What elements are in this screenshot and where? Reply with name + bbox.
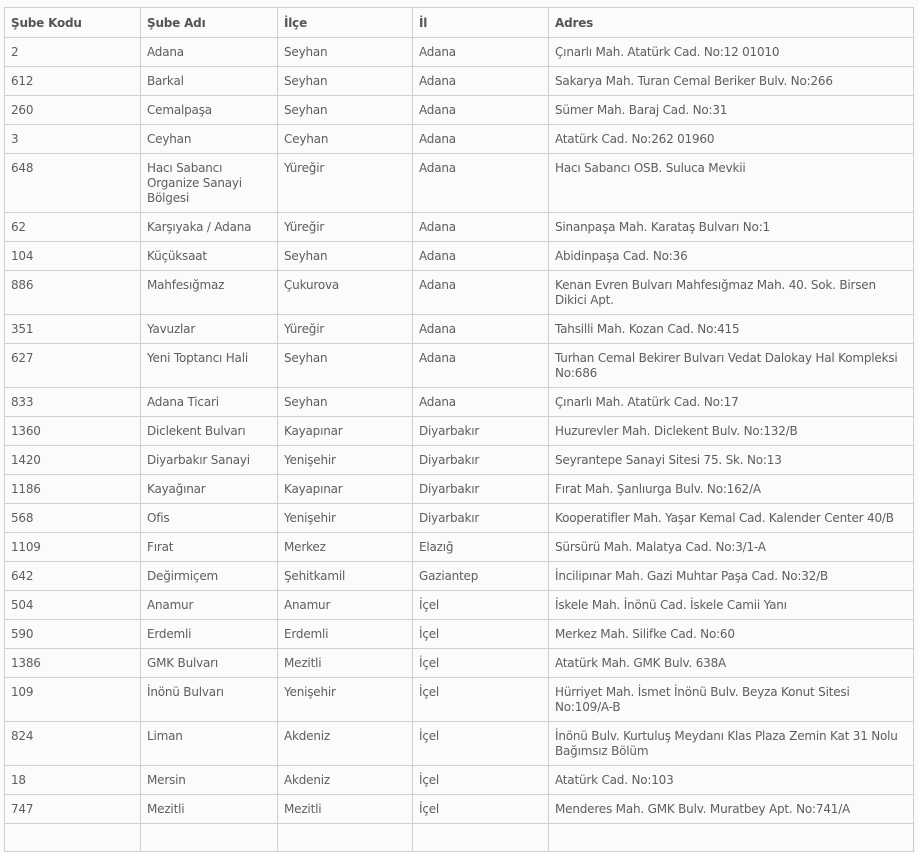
address-cell: Seyrantepe Sanayi Sitesi 75. Sk. No:13: [549, 446, 914, 475]
district-cell: Mezitli: [278, 649, 413, 678]
district-cell: Akdeniz: [278, 766, 413, 795]
branch-code-cell: 612: [5, 67, 141, 96]
header-city: İl: [413, 8, 549, 38]
branch-code-cell: 1109: [5, 533, 141, 562]
branch-code-cell: 1386: [5, 649, 141, 678]
table-body: [5, 38, 914, 852]
branch-code-cell: 886: [5, 271, 141, 315]
table-row: [5, 417, 914, 446]
city-cell: Diyarbakır: [413, 446, 549, 475]
district-cell: Kayapınar: [278, 417, 413, 446]
branch-name-cell: Mersin: [141, 766, 278, 795]
table-row: [5, 96, 914, 125]
city-cell: Adana: [413, 213, 549, 242]
address-cell: Hürriyet Mah. İsmet İnönü Bulv. Beyza Konut Sitesi No:109/A-B: [549, 678, 914, 722]
branch-table-container: [4, 7, 914, 852]
branch-name-cell: Barkal: [141, 67, 278, 96]
city-cell: Adana: [413, 388, 549, 417]
district-cell: Ceyhan: [278, 125, 413, 154]
table-row: [5, 562, 914, 591]
branch-name-cell: Değirmiçem: [141, 562, 278, 591]
city-cell: Adana: [413, 96, 549, 125]
address-cell: [549, 824, 914, 852]
district-cell: Anamur: [278, 591, 413, 620]
city-cell: Elazığ: [413, 533, 549, 562]
city-cell: Adana: [413, 344, 549, 388]
district-cell: Merkez: [278, 533, 413, 562]
table-row: [5, 824, 914, 852]
address-cell: Atatürk Cad. No:103: [549, 766, 914, 795]
branch-code-cell: 109: [5, 678, 141, 722]
table-row: [5, 620, 914, 649]
city-cell: Adana: [413, 67, 549, 96]
district-cell: Seyhan: [278, 96, 413, 125]
table-row: [5, 67, 914, 96]
table-row: [5, 388, 914, 417]
table-row: [5, 344, 914, 388]
branch-code-cell: 104: [5, 242, 141, 271]
city-cell: İçel: [413, 795, 549, 824]
branch-name-cell: Ofis: [141, 504, 278, 533]
branch-code-cell: 747: [5, 795, 141, 824]
branch-code-cell: 62: [5, 213, 141, 242]
district-cell: Yenişehir: [278, 504, 413, 533]
district-cell: [278, 824, 413, 852]
branch-name-cell: Yavuzlar: [141, 315, 278, 344]
city-cell: İçel: [413, 766, 549, 795]
district-cell: Akdeniz: [278, 722, 413, 766]
address-cell: Sümer Mah. Baraj Cad. No:31: [549, 96, 914, 125]
branch-name-cell: Erdemli: [141, 620, 278, 649]
table-row: [5, 315, 914, 344]
city-cell: [413, 824, 549, 852]
branch-code-cell: 18: [5, 766, 141, 795]
branch-name-cell: Liman: [141, 722, 278, 766]
district-cell: Yenişehir: [278, 678, 413, 722]
city-cell: Adana: [413, 38, 549, 67]
district-cell: Erdemli: [278, 620, 413, 649]
table-row: [5, 795, 914, 824]
branch-name-cell: Fırat: [141, 533, 278, 562]
city-cell: İçel: [413, 591, 549, 620]
address-cell: Çınarlı Mah. Atatürk Cad. No:12 01010: [549, 38, 914, 67]
address-cell: Hacı Sabancı OSB. Suluca Mevkii: [549, 154, 914, 213]
branch-code-cell: 568: [5, 504, 141, 533]
branch-name-cell: Mezitli: [141, 795, 278, 824]
district-cell: Kayapınar: [278, 475, 413, 504]
branch-name-cell: Diyarbakır Sanayi: [141, 446, 278, 475]
branch-code-cell: 590: [5, 620, 141, 649]
branch-name-cell: GMK Bulvarı: [141, 649, 278, 678]
table-row: [5, 649, 914, 678]
branch-table: [4, 7, 914, 852]
branch-name-cell: Hacı Sabancı Organize Sanayi Bölgesi: [141, 154, 278, 213]
address-cell: Merkez Mah. Silifke Cad. No:60: [549, 620, 914, 649]
branch-code-cell: 2: [5, 38, 141, 67]
city-cell: Diyarbakır: [413, 504, 549, 533]
header-address: Adres: [549, 8, 914, 38]
table-row: [5, 591, 914, 620]
branch-name-cell: Yeni Toptancı Hali: [141, 344, 278, 388]
branch-code-cell: 260: [5, 96, 141, 125]
address-cell: Sinanpaşa Mah. Karataş Bulvarı No:1: [549, 213, 914, 242]
branch-code-cell: 627: [5, 344, 141, 388]
city-cell: İçel: [413, 722, 549, 766]
city-cell: Diyarbakır: [413, 417, 549, 446]
table-row: [5, 678, 914, 722]
table-row: [5, 154, 914, 213]
address-cell: Atatürk Mah. GMK Bulv. 638A: [549, 649, 914, 678]
district-cell: Şehitkamil: [278, 562, 413, 591]
address-cell: Abidinpaşa Cad. No:36: [549, 242, 914, 271]
district-cell: Yüreğir: [278, 315, 413, 344]
branch-code-cell: 1186: [5, 475, 141, 504]
branch-code-cell: 1420: [5, 446, 141, 475]
district-cell: Yüreğir: [278, 154, 413, 213]
address-cell: Tahsilli Mah. Kozan Cad. No:415: [549, 315, 914, 344]
table-row: [5, 446, 914, 475]
branch-code-cell: 824: [5, 722, 141, 766]
table-row: [5, 125, 914, 154]
city-cell: Adana: [413, 154, 549, 213]
table-row: [5, 475, 914, 504]
city-cell: İçel: [413, 649, 549, 678]
branch-name-cell: Kayağınar: [141, 475, 278, 504]
district-cell: Seyhan: [278, 344, 413, 388]
address-cell: Sürsürü Mah. Malatya Cad. No:3/1-A: [549, 533, 914, 562]
header-branch-code: Şube Kodu: [5, 8, 141, 38]
address-cell: Sakarya Mah. Turan Cemal Beriker Bulv. No:266: [549, 67, 914, 96]
city-cell: Diyarbakır: [413, 475, 549, 504]
table-row: [5, 38, 914, 67]
branch-code-cell: 648: [5, 154, 141, 213]
address-cell: Atatürk Cad. No:262 01960: [549, 125, 914, 154]
branch-name-cell: Cemalpaşa: [141, 96, 278, 125]
address-cell: İncilipınar Mah. Gazi Muhtar Paşa Cad. No:32/B: [549, 562, 914, 591]
district-cell: Seyhan: [278, 67, 413, 96]
branch-code-cell: 351: [5, 315, 141, 344]
branch-code-cell: 1360: [5, 417, 141, 446]
branch-code-cell: 504: [5, 591, 141, 620]
city-cell: Adana: [413, 271, 549, 315]
city-cell: Gaziantep: [413, 562, 549, 591]
address-cell: İskele Mah. İnönü Cad. İskele Camii Yanı: [549, 591, 914, 620]
address-cell: Kenan Evren Bulvarı Mahfesığmaz Mah. 40. Sok. Birsen Dikici Apt.: [549, 271, 914, 315]
table-row: [5, 533, 914, 562]
address-cell: Huzurevler Mah. Diclekent Bulv. No:132/B: [549, 417, 914, 446]
district-cell: Yüreğir: [278, 213, 413, 242]
table-row: [5, 504, 914, 533]
district-cell: Çukurova: [278, 271, 413, 315]
branch-code-cell: [5, 824, 141, 852]
branch-code-cell: 833: [5, 388, 141, 417]
address-cell: Kooperatifler Mah. Yaşar Kemal Cad. Kalender Center 40/B: [549, 504, 914, 533]
district-cell: Yenişehir: [278, 446, 413, 475]
branch-name-cell: Karşıyaka / Adana: [141, 213, 278, 242]
city-cell: İçel: [413, 620, 549, 649]
table-row: [5, 242, 914, 271]
branch-name-cell: İnönü Bulvarı: [141, 678, 278, 722]
table-row: [5, 722, 914, 766]
table-row: [5, 213, 914, 242]
address-cell: Turhan Cemal Bekirer Bulvarı Vedat Dalokay Hal Kompleksi No:686: [549, 344, 914, 388]
branch-name-cell: Mahfesığmaz: [141, 271, 278, 315]
address-cell: Çınarlı Mah. Atatürk Cad. No:17: [549, 388, 914, 417]
header-district: İlçe: [278, 8, 413, 38]
district-cell: Seyhan: [278, 388, 413, 417]
city-cell: Adana: [413, 125, 549, 154]
branch-name-cell: Adana: [141, 38, 278, 67]
table-row: [5, 766, 914, 795]
branch-name-cell: Ceyhan: [141, 125, 278, 154]
branch-name-cell: Diclekent Bulvarı: [141, 417, 278, 446]
district-cell: Seyhan: [278, 242, 413, 271]
header-branch-name: Şube Adı: [141, 8, 278, 38]
city-cell: İçel: [413, 678, 549, 722]
address-cell: Menderes Mah. GMK Bulv. Muratbey Apt. No:741/A: [549, 795, 914, 824]
address-cell: Fırat Mah. Şanlıurga Bulv. No:162/A: [549, 475, 914, 504]
city-cell: Adana: [413, 315, 549, 344]
branch-code-cell: 3: [5, 125, 141, 154]
city-cell: Adana: [413, 242, 549, 271]
branch-code-cell: 642: [5, 562, 141, 591]
branch-name-cell: [141, 824, 278, 852]
address-cell: İnönü Bulv. Kurtuluş Meydanı Klas Plaza Zemin Kat 31 Nolu Bağımsız Bölüm: [549, 722, 914, 766]
district-cell: Seyhan: [278, 38, 413, 67]
table-header-row: [5, 8, 914, 38]
branch-name-cell: Adana Ticari: [141, 388, 278, 417]
branch-name-cell: Küçüksaat: [141, 242, 278, 271]
branch-name-cell: Anamur: [141, 591, 278, 620]
district-cell: Mezitli: [278, 795, 413, 824]
table-row: [5, 271, 914, 315]
